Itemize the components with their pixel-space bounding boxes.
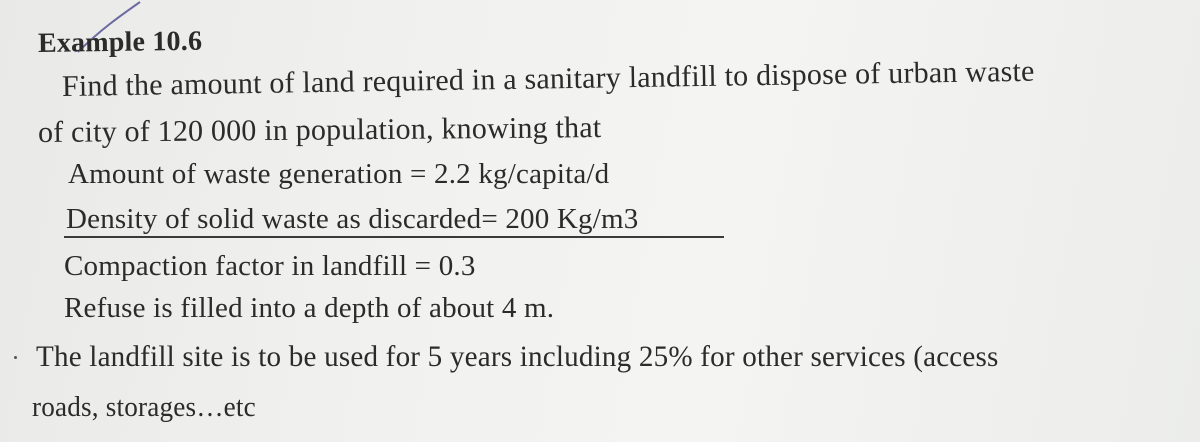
problem-text-line-2: of city of 120 000 in population, knowing that — [37, 111, 602, 149]
refuse-depth-line: Refuse is filled into a depth of about 4 m. — [64, 292, 555, 324]
underline — [64, 236, 724, 238]
margin-dot — [14, 356, 17, 359]
density-line: Density of solid waste as discarded= 200 Kg/m3 — [66, 203, 639, 235]
landfill-duration-line: The landfill site is to be used for 5 years including 25% for other services (access — [36, 340, 999, 373]
example-title: Example 10.6 — [37, 25, 203, 59]
services-continuation-line: roads, storages…etc — [32, 392, 256, 423]
problem-text-line-1: Find the amount of land required in a sanitary landfill to dispose of urban waste — [61, 54, 1035, 103]
waste-generation-line: Amount of waste generation = 2.2 kg/capita/d — [68, 158, 610, 190]
compaction-factor-line: Compaction factor in landfill = 0.3 — [64, 250, 476, 282]
